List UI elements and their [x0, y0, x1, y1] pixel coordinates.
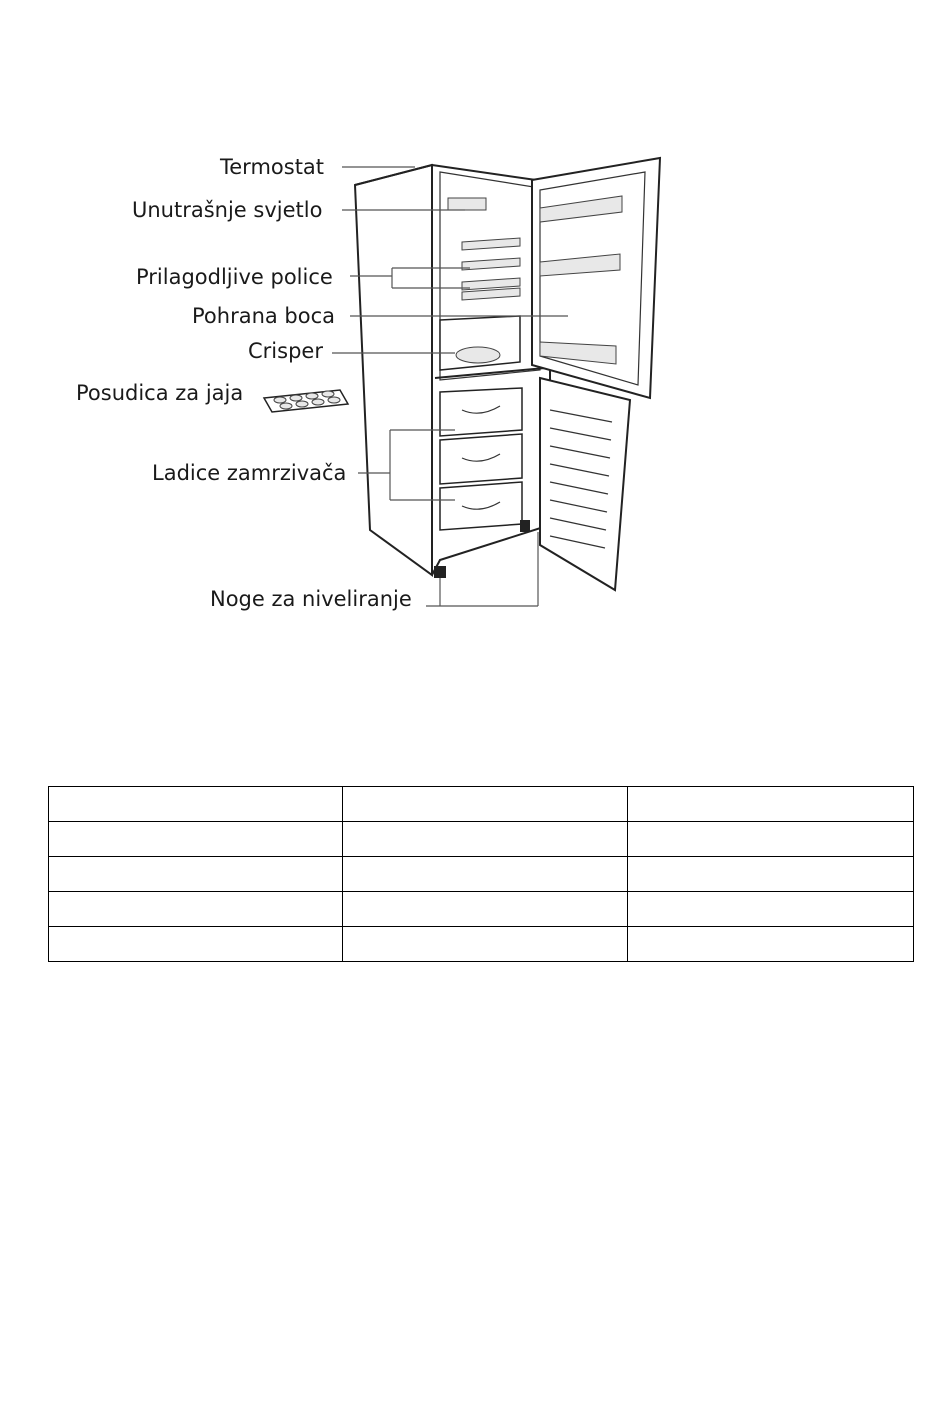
freezer-drawer-set [440, 388, 522, 530]
freezer-door [540, 378, 630, 590]
table-cell [628, 822, 914, 857]
label-egg-tray: Posudica za jaja [76, 381, 244, 405]
label-freezer-drawers: Ladice zamrzivača [152, 461, 347, 485]
table-cell [628, 787, 914, 822]
leveling-foot [520, 520, 530, 532]
label-crisper: Crisper [248, 339, 323, 363]
table-row [49, 857, 914, 892]
label-adjustable-shelves: Prilagodljive police [136, 265, 333, 289]
table-cell [343, 787, 628, 822]
table-row [49, 822, 914, 857]
label-interior-light: Unutrašnje svjetlo [132, 198, 323, 222]
egg-tray [264, 390, 348, 412]
table-cell [343, 927, 628, 962]
table-cell [343, 822, 628, 857]
freezer-drawer [440, 388, 522, 436]
interior-light-housing [448, 198, 486, 210]
fridge-diagram [0, 0, 950, 640]
table-cell [49, 892, 343, 927]
table-row [49, 892, 914, 927]
table-cell [49, 927, 343, 962]
fridge-side-panel [355, 165, 432, 575]
table-cell [628, 857, 914, 892]
label-thermostat: Termostat [220, 155, 325, 179]
table-row [49, 787, 914, 822]
table-cell [628, 927, 914, 962]
table-cell [49, 787, 343, 822]
label-leveling-feet: Noge za niveliranje [210, 587, 412, 611]
spec-table [48, 786, 914, 962]
table-cell [343, 857, 628, 892]
freezer-drawer [440, 434, 522, 484]
freezer-drawer [440, 482, 522, 530]
table-cell [343, 892, 628, 927]
label-bottle-storage: Pohrana boca [192, 304, 336, 328]
table-cell [49, 857, 343, 892]
fridge-illustration [0, 0, 950, 640]
table-cell [628, 892, 914, 927]
leveling-foot [434, 566, 446, 578]
table-row [49, 927, 914, 962]
table-cell [49, 822, 343, 857]
